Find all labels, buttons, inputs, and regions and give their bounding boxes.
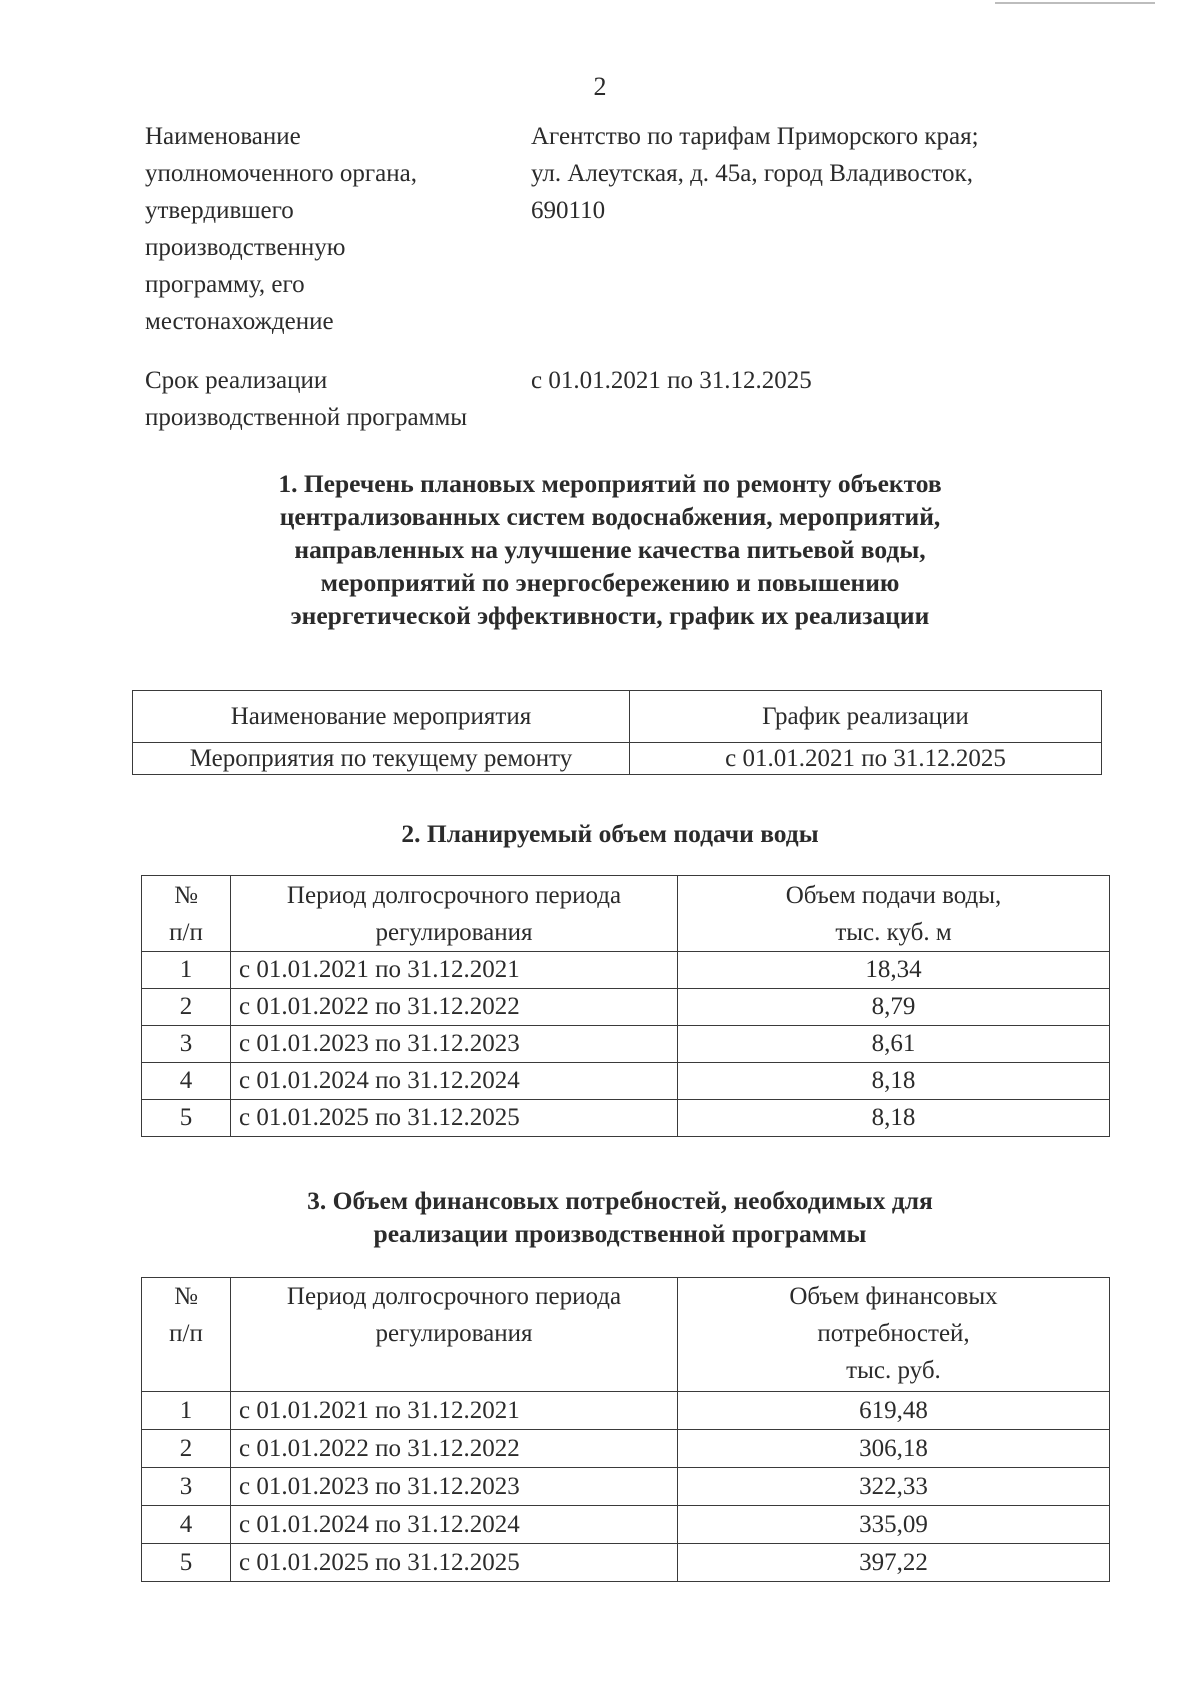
row-number-cell: 2 xyxy=(142,989,231,1026)
period-cell: с 01.01.2024 по 31.12.2024 xyxy=(231,1063,678,1100)
water-supply-table xyxy=(141,875,1110,1137)
table-header-row xyxy=(142,876,1110,952)
term-label xyxy=(145,362,531,436)
period-cell: с 01.01.2025 по 31.12.2025 xyxy=(231,1100,678,1137)
column-header-event: Наименование мероприятия xyxy=(133,691,630,743)
header-line: Период долгосрочного периода xyxy=(286,1283,622,1310)
financial-volume-cell: 335,09 xyxy=(678,1506,1110,1544)
table-row xyxy=(142,952,1110,989)
period-cell: с 01.01.2024 по 31.12.2024 xyxy=(231,1506,678,1544)
row-number-cell: 5 xyxy=(142,1544,231,1582)
page-number: 2 xyxy=(593,72,607,101)
table-row xyxy=(142,1100,1110,1137)
table-header-row xyxy=(142,1278,1110,1392)
authority-value-line: 690110 xyxy=(531,197,606,224)
header-line: тыс. куб. м xyxy=(835,918,952,946)
header-line: п/п xyxy=(169,1320,203,1347)
financial-volume-cell: 322,33 xyxy=(678,1468,1110,1506)
authority-value-line: ул. Алеутская, д. 45а, город Владивосток, xyxy=(531,160,973,187)
financial-volume-cell: 397,22 xyxy=(678,1544,1110,1582)
authority-label-line: утвердившего xyxy=(145,197,294,224)
table-row xyxy=(142,1544,1110,1582)
column-header-number xyxy=(142,1278,231,1392)
header-line: потребностей, xyxy=(817,1320,970,1347)
header-line: регулирования xyxy=(375,1320,533,1347)
water-volume-cell: 8,18 xyxy=(678,1063,1110,1100)
water-volume-cell: 8,18 xyxy=(678,1100,1110,1137)
column-header-water-volume xyxy=(678,876,1110,952)
term-label-line: производственной программы xyxy=(145,404,468,431)
section1-heading-line: 1. Перечень плановых мероприятий по ремонту объектов xyxy=(278,469,942,498)
table-row xyxy=(142,1506,1110,1544)
header-line: п/п xyxy=(169,918,203,946)
period-cell: с 01.01.2023 по 31.12.2023 xyxy=(231,1468,678,1506)
event-name-cell: Мероприятия по текущему ремонту xyxy=(133,743,630,775)
column-header-period xyxy=(231,876,678,952)
header-line: № xyxy=(174,1283,198,1310)
row-number-cell: 3 xyxy=(142,1468,231,1506)
section1-heading-line: централизованных систем водоснабжения, мероприятий, xyxy=(279,502,941,531)
header-line: тыс. руб. xyxy=(846,1357,941,1384)
water-volume-cell: 18,34 xyxy=(678,952,1110,989)
section3-heading-line: реализации производственной программы xyxy=(373,1219,867,1248)
period-cell: с 01.01.2022 по 31.12.2022 xyxy=(231,1430,678,1468)
section1-heading-line: мероприятий по энергосбережению и повышению xyxy=(320,568,900,597)
header-line: регулирования xyxy=(375,918,533,946)
column-header-period xyxy=(231,1278,678,1392)
authority-value-line: Агентство по тарифам Приморского края; xyxy=(531,123,979,150)
water-volume-cell: 8,61 xyxy=(678,1026,1110,1063)
table-row xyxy=(133,743,1102,775)
row-number-cell: 2 xyxy=(142,1430,231,1468)
section1-heading-line: направленных на улучшение качества питьевой воды, xyxy=(294,535,926,564)
authority-label-line: уполномоченного органа, xyxy=(145,160,417,187)
table-row xyxy=(142,1063,1110,1100)
row-number-cell: 3 xyxy=(142,1026,231,1063)
term-label-line: Срок реализации xyxy=(145,367,328,394)
table-header-row xyxy=(133,691,1102,743)
authority-label-line: производственную xyxy=(145,234,346,261)
header-line: Период долгосрочного периода xyxy=(286,881,622,909)
column-header-financial-volume xyxy=(678,1278,1110,1392)
section2-heading-line: 2. Планируемый объем подачи воды xyxy=(401,819,819,848)
row-number-cell: 1 xyxy=(142,952,231,989)
period-cell: с 01.01.2025 по 31.12.2025 xyxy=(231,1544,678,1582)
row-number-cell: 4 xyxy=(142,1063,231,1100)
section3-heading-line: 3. Объем финансовых потребностей, необходимых для xyxy=(307,1186,933,1215)
row-number-cell: 4 xyxy=(142,1506,231,1544)
authority-label-line: местонахождение xyxy=(145,308,334,335)
period-cell: с 01.01.2022 по 31.12.2022 xyxy=(231,989,678,1026)
term-row xyxy=(145,362,1105,436)
financial-volume-cell: 306,18 xyxy=(678,1430,1110,1468)
row-number-cell: 5 xyxy=(142,1100,231,1137)
period-cell: с 01.01.2023 по 31.12.2023 xyxy=(231,1026,678,1063)
events-table xyxy=(132,690,1102,775)
authority-label-line: программу, его xyxy=(145,271,305,298)
authority-label xyxy=(145,118,531,340)
table-row xyxy=(142,1430,1110,1468)
header-line: Объем финансовых xyxy=(789,1283,998,1310)
header-line: Объем подачи воды, xyxy=(785,881,1002,909)
period-cell: с 01.01.2021 по 31.12.2021 xyxy=(231,1392,678,1430)
water-volume-cell: 8,79 xyxy=(678,989,1110,1026)
authority-row xyxy=(145,118,1105,340)
event-schedule-cell: с 01.01.2021 по 31.12.2025 xyxy=(630,743,1102,775)
term-value: с 01.01.2021 по 31.12.2025 xyxy=(531,367,812,394)
header-line: № xyxy=(174,881,198,909)
section3-heading xyxy=(140,1184,1100,1250)
authority-value xyxy=(531,118,1105,340)
row-number-cell: 1 xyxy=(142,1392,231,1430)
financial-needs-table xyxy=(141,1277,1110,1582)
table-row xyxy=(142,1392,1110,1430)
table-row xyxy=(142,1026,1110,1063)
section1-heading xyxy=(130,467,1090,632)
column-header-schedule: График реализации xyxy=(630,691,1102,743)
authority-label-line: Наименование xyxy=(145,123,301,150)
section2-heading xyxy=(130,817,1090,850)
section1-heading-line: энергетической эффективности, график их реализации xyxy=(290,601,930,630)
table-row xyxy=(142,989,1110,1026)
scan-edge-line xyxy=(995,2,1155,4)
period-cell: с 01.01.2021 по 31.12.2021 xyxy=(231,952,678,989)
financial-volume-cell: 619,48 xyxy=(678,1392,1110,1430)
table-row xyxy=(142,1468,1110,1506)
column-header-number xyxy=(142,876,231,952)
